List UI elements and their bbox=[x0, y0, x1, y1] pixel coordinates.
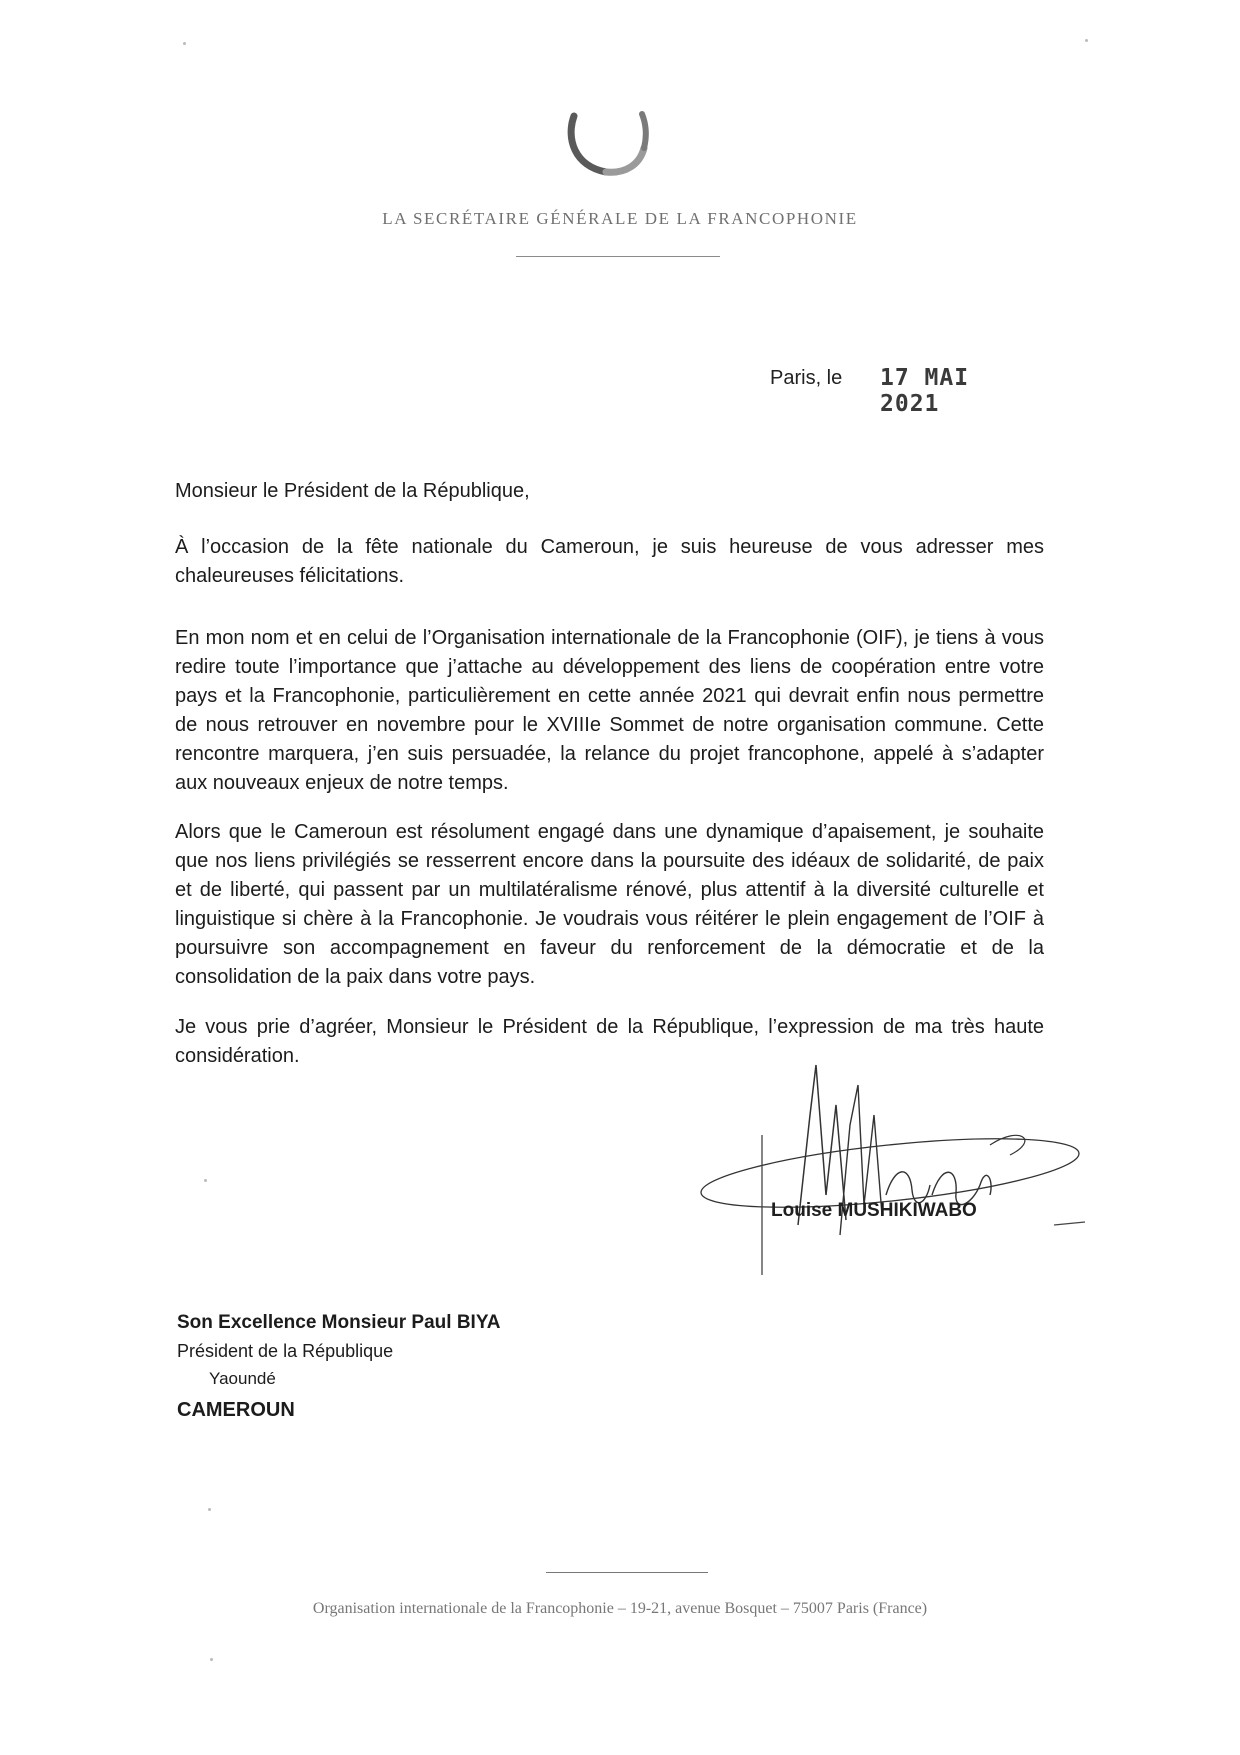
addressee-city: Yaoundé bbox=[209, 1369, 276, 1388]
date-stamp: 17 MAI 2021 bbox=[880, 365, 970, 417]
francophonie-logo-icon bbox=[560, 108, 664, 178]
scan-speck bbox=[204, 1179, 207, 1182]
paragraph-cooperation: En mon nom et en celui de l’Organisation internationale de la Francophonie (OIF), je tiens à vous redire toute l’importance que j’attache au développement des liens de coopération entre votre pays et la Francophonie, particulièrement en cette année 2021 qui devrait enfin nous permettre de nous retrouver en novembre pour le XVIIIe Sommet de notre organisation commune. Cette rencontre marquera, j’en suis persuadée, la relance du projet francophone, appelé à s’adapter aux nouveaux enjeux de notre temps. bbox=[175, 627, 1044, 794]
scan-speck bbox=[183, 42, 186, 45]
addressee-name: Son Excellence Monsieur Paul BIYA bbox=[177, 1312, 501, 1333]
scan-speck bbox=[210, 1658, 213, 1661]
org-header-title: LA SECRÉTAIRE GÉNÉRALE DE LA FRANCOPHONIE bbox=[382, 209, 858, 228]
signer-name: Louise MUSHIKIWABO bbox=[771, 1200, 977, 1221]
paragraph-closing: Je vous prie d’agréer, Monsieur le Président de la République, l’expression de ma très haute considération. bbox=[175, 1016, 1044, 1067]
header-divider bbox=[516, 256, 720, 257]
paragraph-engagement: Alors que le Cameroun est résolument engagé dans une dynamique d’apaisement, je souhaite que nos liens privilégiés se resserrent encore dans la poursuite des idéaux de solidarité, de paix et de liberté, qui passent par un multilatéralisme rénové, plus attentif à la diversité culturelle et linguistique si chère à la Francophonie. Je voudrais vous réitérer le plein engagement de l’OIF à poursuivre son accompagnement en faveur du renforcement de la démocratie et de la consolidation de la paix dans votre pays. bbox=[175, 821, 1044, 988]
scan-speck bbox=[1085, 39, 1088, 42]
salutation: Monsieur le Président de la République, bbox=[175, 480, 530, 502]
handwritten-signature bbox=[690, 1045, 1090, 1275]
date-place: Paris, le bbox=[770, 367, 843, 389]
footer-address: Organisation internationale de la Francophonie – 19-21, avenue Bosquet – 75007 Paris (France) bbox=[312, 1600, 928, 1617]
scan-speck bbox=[208, 1508, 211, 1511]
paragraph-greeting: À l’occasion de la fête nationale du Cameroun, je suis heureuse de vous adresser mes chaleureuses félicitations. bbox=[175, 536, 1044, 587]
addressee-block bbox=[177, 1309, 500, 1424]
addressee-country: CAMEROUN bbox=[177, 1399, 295, 1421]
date-line bbox=[770, 363, 1030, 417]
addressee-title: Président de la République bbox=[177, 1341, 394, 1361]
footer-divider bbox=[546, 1572, 708, 1573]
